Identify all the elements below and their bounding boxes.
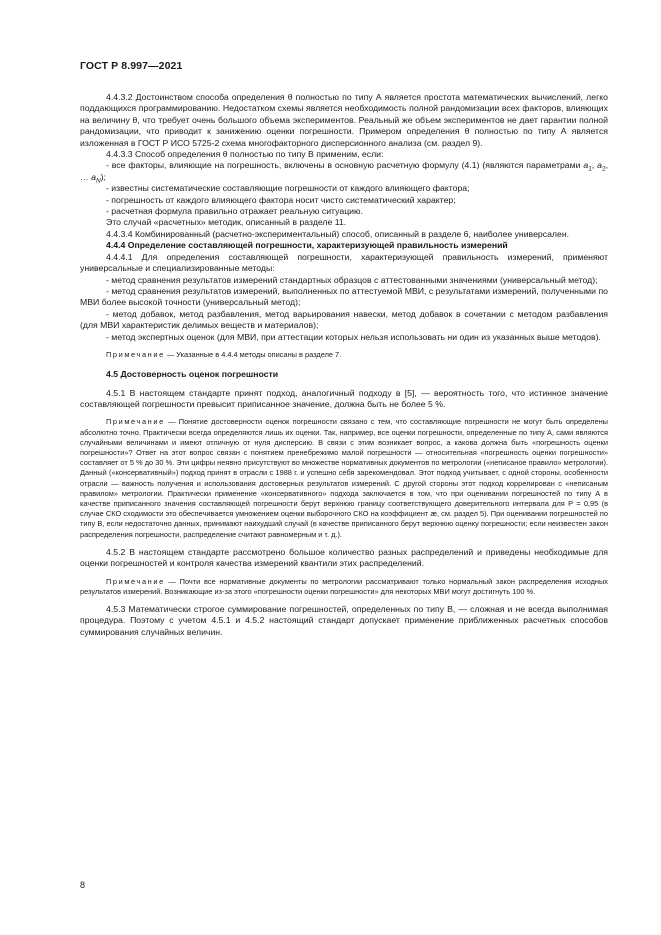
note-label: Примечание xyxy=(106,576,165,586)
list-item: - метод сравнения результатов измерений стандартных образцов с аттестованными значениями (универсальный метод); xyxy=(106,274,598,285)
list-item-text: - все факторы, влияющие на погрешность, включены в основную расчетную формулу (4.1) (являются параметрами xyxy=(106,160,584,171)
param-a1: a xyxy=(583,160,589,171)
document-body xyxy=(80,92,608,638)
list-item: - погрешность от каждого влияющего фактора носит чисто систематический характер; xyxy=(106,194,456,205)
list-item: - метод экспертных оценок (для МВИ, при аттестации которых нельзя использовать ни один из указанных выше методов). xyxy=(106,331,601,342)
param-an: a xyxy=(91,171,96,182)
list-item: - известны систематические составляющие погрешности от каждого влияющего фактора; xyxy=(106,183,470,194)
note-2: Примечание — Понятие достоверности оценок погрешности связано с тем, что составляющие погрешности не могут быть определены абсолютно точно. Практически всегда определяются лишь их оценки. Так, например, все оценки погрешности, определенные по типу А, сами являются случайными величинами и имеют отличную от нуля дисперсию. В связи с этим возникает вопрос, а какова должна быть «погрешность оценки погрешности»? Ответ на этот вопрос связан с понятием пренебрежимо малой погрешности — относительная «погрешность оценки погрешности» составляет от 5 % до 30 %. Эти цифры неявно присутствуют во множестве нормативных документов по метрологии («неписаное правило» метрологии). Данный («консервативный») подход принят в отрасли с 1988 г. и успешно себя зарекомендовал. Этот подход учитывает, с одной стороны, особенности отрасли — важность получения и использования достоверных результатов измерений. С другой стороны этот подход коррелирован с «неписаным правилом» метрологии. Практически применение «консервативного» подхода заключается в том, что при оценивании погрешностей по типу А в качестве приписанного значения составляющей погрешности берут верхнюю границу соответствующего доверительного интервала для P = 0,95 (в случае СКО сходимости это обеспечивается умножением оценки выборочного СКО на коэффициент æ, см. раздел 5). При оценивании погрешностей по типу В, если недостаточно данных, принимают наихудший случай (в качестве приписанного берут верхнюю оценку погрешности; если неизвестен закон распределения погрешности, распределение считают равномерным и т. д.). xyxy=(80,417,608,539)
section-heading-4-5: 4.5 Достоверность оценок погрешности xyxy=(106,369,279,380)
paragraph-4-5-3: 4.5.3 Математически строгое суммирование погрешностей, определенных по типу В, — сложная и не всегда выполнимая процедура. Поэтому с учетом 4.5.1 и 4.5.2 настоящий стандарт допускает применение приближенных расчетных способов суммирования случайных величин. xyxy=(80,604,608,637)
page-number: 8 xyxy=(80,880,86,890)
paragraph-4-4-3-2: 4.4.3.2 Достоинством способа определения θ полностью по типу А является простота математических вычислений, легко поддающихся программированию. Недостатком схемы является необходимость полной рандомизации всех факторов, влияющих на величину θ, что требует очень большого объема экспериментов. Реальный же объем экспериментов не дает гарантии полной рандомизации, что приводит к занижению оценки погрешности. Примером определения θ полностью по типу А является изложенная в ГОСТ Р ИСО 5725-2 схема многофакторного дисперсионного анализа (см. раздел 9). xyxy=(80,92,608,148)
note-3: Примечание — Почти все нормативные документы по метрологии рассматривают только нормальный закон распределения исходных результатов измерений. Возникающие из-за этого «погрешности оценки погрешности» для некоторых МВИ могут достигнуть 100 %. xyxy=(80,576,608,596)
paragraph-4-5-1: 4.5.1 В настоящем стандарте принят подход, аналогичный подходу в [5], — вероятность того, что истинное значение составляющей погрешности превысит приписанное значение, должна быть не более 5 %. xyxy=(80,387,608,409)
paragraph-4-4-3-3: 4.4.3.3 Способ определения θ полностью по типу В применим, если: xyxy=(106,149,384,160)
note-1: Примечание — Указанные в 4.4.4 методы описаны в разделе 7. xyxy=(106,349,342,359)
paragraph-4-5-2: 4.5.2 В настоящем стандарте рассмотрено большое количество разных распределений и приведены необходимые для оценки погрешностей и контроля качества измерений квантили этих распределений. xyxy=(80,546,608,569)
paragraph-4-4-4-1: 4.4.4.1 Для определения составляющей погрешности, характеризующей правильность измерений, применяют универсальные и специализированные методы: xyxy=(80,251,608,274)
note-label: Примечание xyxy=(106,417,165,427)
list-item: - метод сравнения результатов измерений, выполненных по аттестуемой МВИ, с результатами измерений, полученными по МВИ более высокой точности (универсальный метод); xyxy=(80,285,608,308)
list-item: - расчетная формула правильно отражает реальную ситуацию. xyxy=(106,206,363,217)
param-a2: a xyxy=(597,160,602,171)
paragraph-4-4-3-4: 4.4.3.4 Комбинированный (расчетно-экспериментальный) способ, описанный в разделе 6, наиболее универсален. xyxy=(106,228,570,239)
paragraph-text: Это случай «расчетных» методик, описанный в разделе 11. xyxy=(106,217,347,228)
list-item: - метод добавок, метод разбавления, метод варьирования навески, метод добавок в сочетании с методом разбавления (для МВИ характеристик делимых веществ и материалов); xyxy=(80,308,608,331)
list-item: - все факторы, влияющие на погрешность, включены в основную расчетную формулу (4.1) (являются параметрами $a_1$, $a_2$, … $a_N$); xyxy=(80,160,608,185)
note-label: Примечание xyxy=(106,349,165,359)
section-heading-4-4-4: 4.4.4 Определение составляющей погрешности, характеризующей правильность измерений xyxy=(106,240,508,251)
document-header: ГОСТ Р 8.997—2021 xyxy=(80,60,183,72)
